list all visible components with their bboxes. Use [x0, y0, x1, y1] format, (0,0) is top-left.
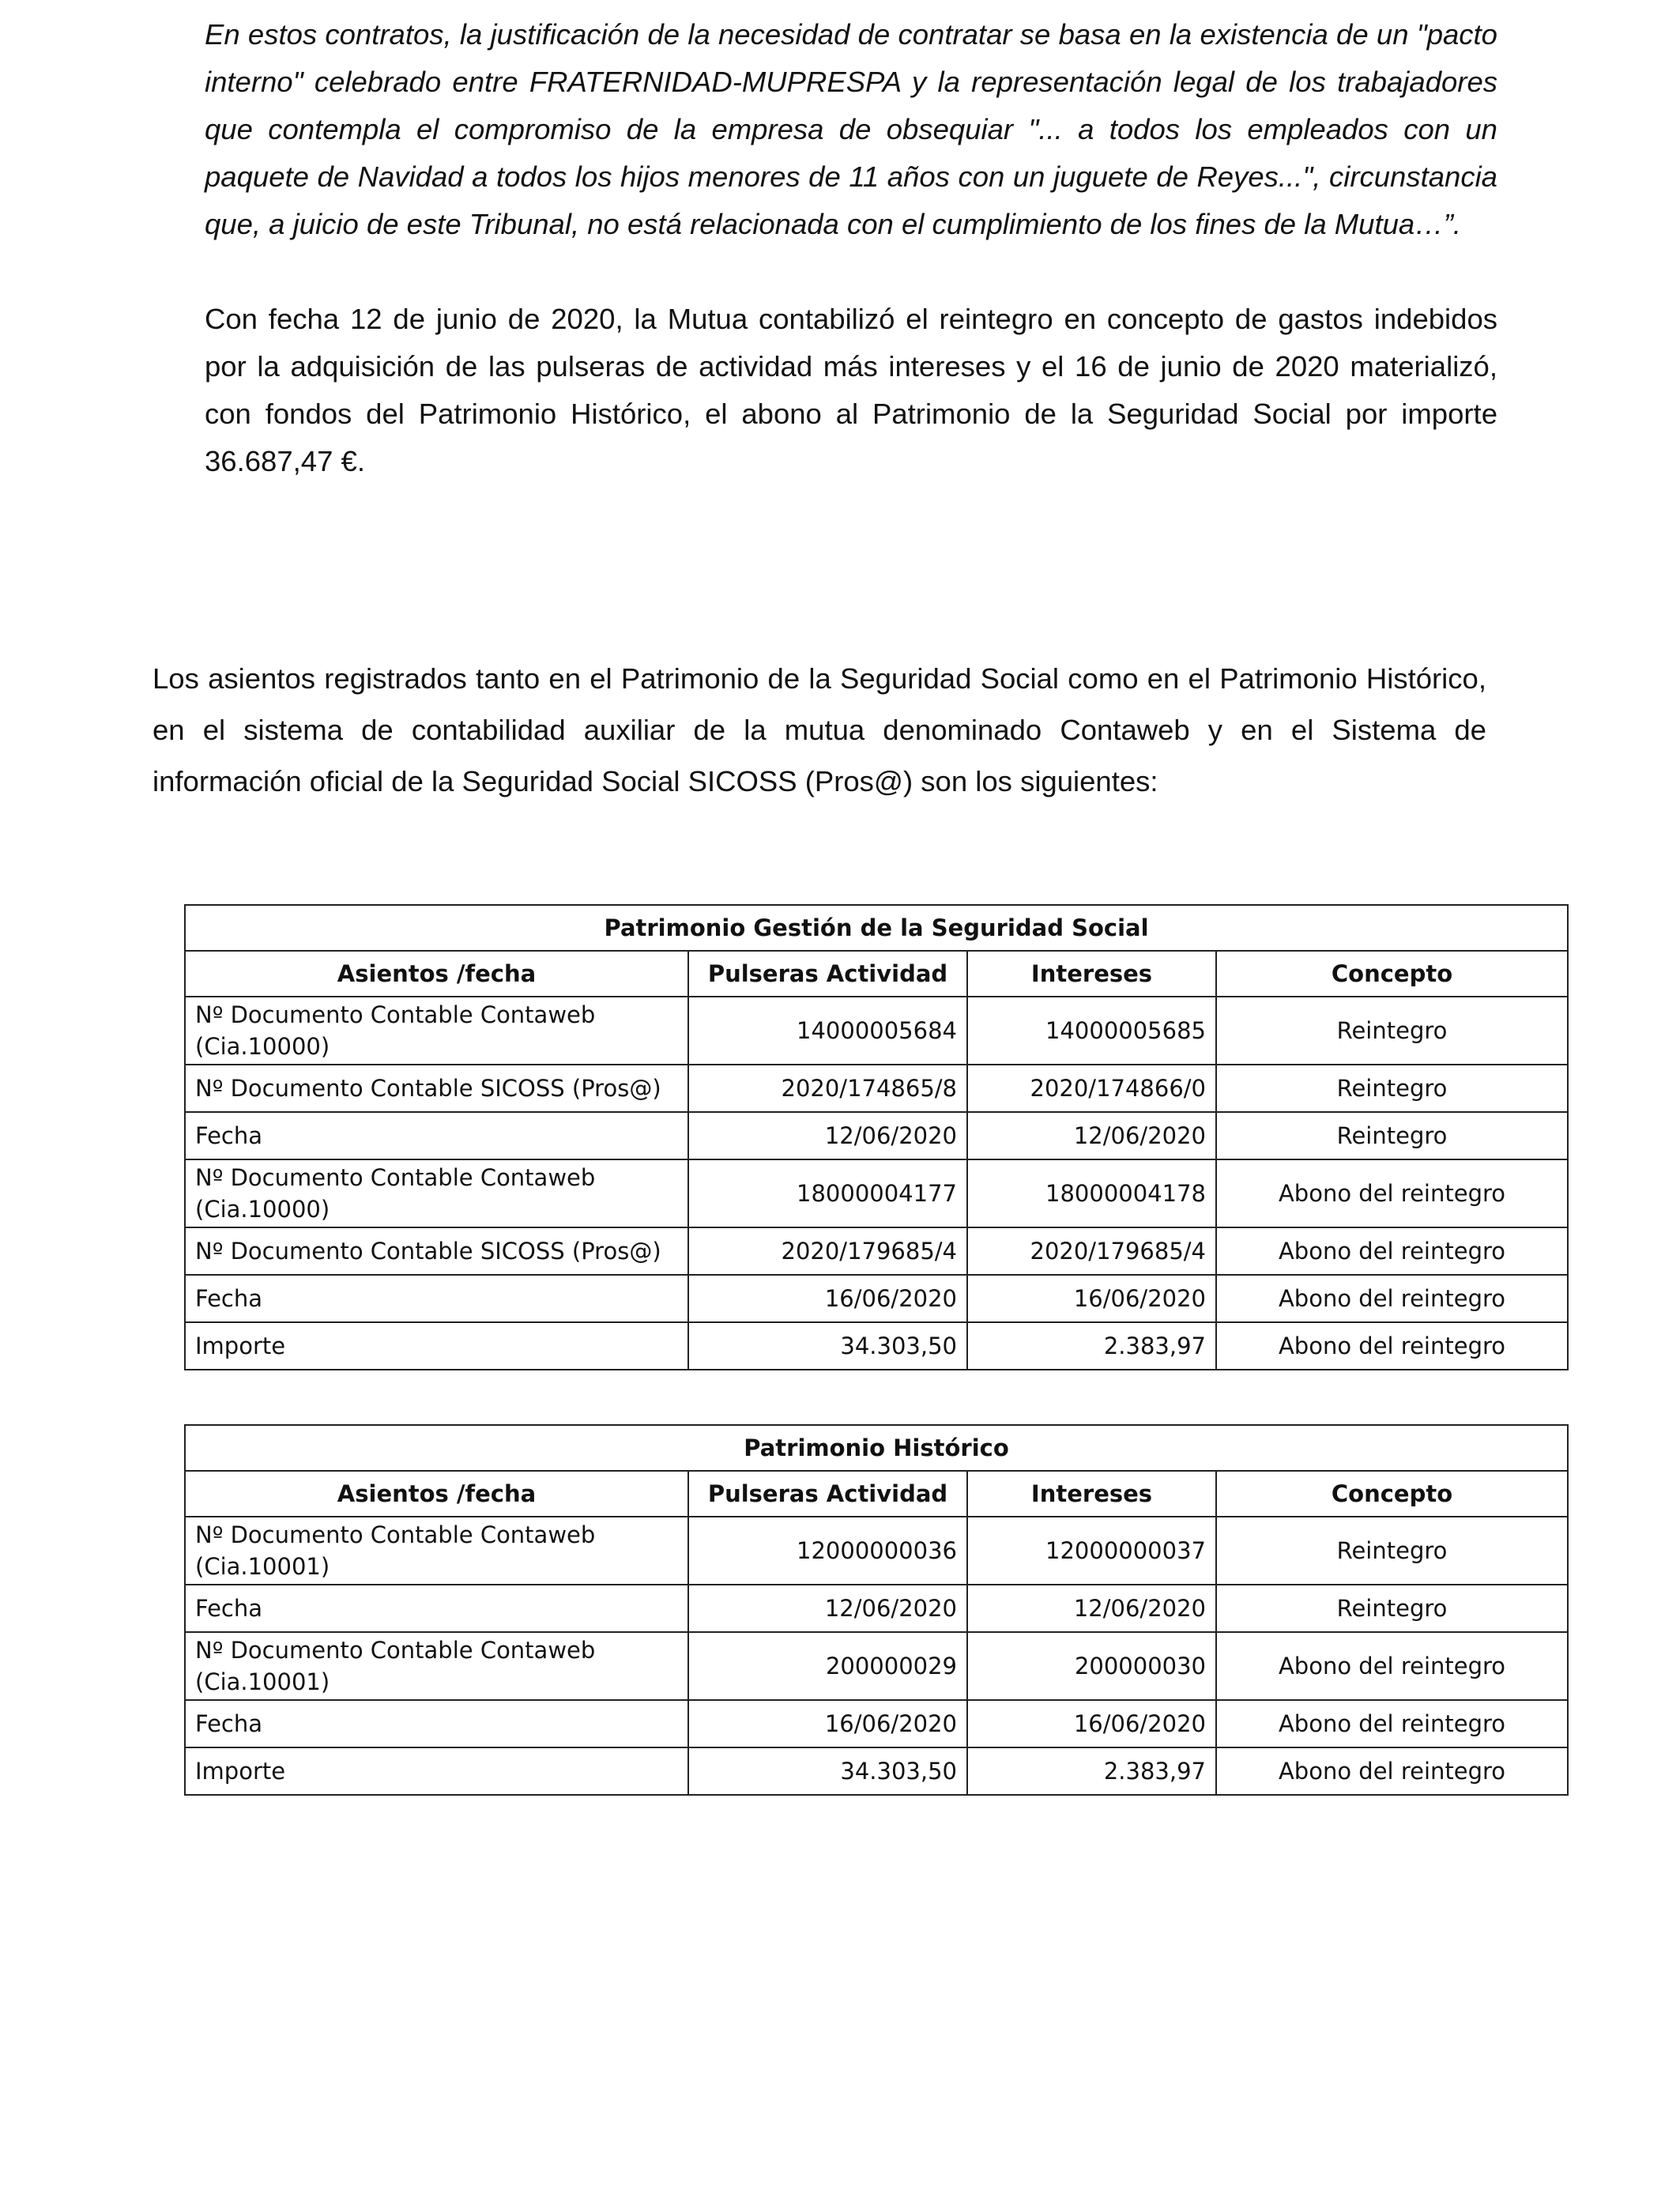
concepto-cell: Reintegro [1216, 997, 1568, 1065]
intereses-cell: 12/06/2020 [967, 1112, 1216, 1159]
column-header: Pulseras Actividad [688, 1471, 967, 1517]
table-title-row [185, 1425, 1568, 1471]
concepto-cell: Abono del reintegro [1216, 1227, 1568, 1275]
pulseras-cell: 12/06/2020 [688, 1585, 967, 1632]
concepto-cell: Abono del reintegro [1216, 1700, 1568, 1747]
table-title: Patrimonio Gestión de la Seguridad Social [185, 905, 1568, 951]
row-label: Fecha [185, 1585, 688, 1632]
quote-italic-paragraph: En estos contratos, la justificación de la necesidad de contratar se basa en la existencia de un "pacto interno" celebrado entre FRATERNIDAD-MUPRESPA y la representación legal de los trabajadores que contempla el compromiso de la empresa de obsequiar "... a todos los empleados con un paquete de Navidad a todos los hijos menores de 11 años con un juguete de Reyes...", circunstancia que, a juicio de este Tribunal, no está relacionada con el cumplimiento de los fines de la Mutua…”. [205, 18, 1497, 240]
intro-paragraph: Los asientos registrados tanto en el Patrimonio de la Seguridad Social como en el Patrimonio Histórico, en el sistema de contabilidad auxiliar de la mutua denominado Contaweb y en el Sistema de información oficial de la Seguridad Social SICOSS (Pros@) son los siguientes: [153, 662, 1486, 797]
table-row [185, 1065, 1568, 1112]
concepto-cell: Reintegro [1216, 1112, 1568, 1159]
concepto-cell: Abono del reintegro [1216, 1275, 1568, 1322]
table-header-row [185, 951, 1568, 997]
row-label: Importe [185, 1747, 688, 1795]
intereses-cell: 12000000037 [967, 1517, 1216, 1585]
column-header: Intereses [967, 951, 1216, 997]
concepto-cell: Reintegro [1216, 1585, 1568, 1632]
pulseras-cell: 16/06/2020 [688, 1700, 967, 1747]
intereses-cell: 2.383,97 [967, 1322, 1216, 1370]
concepto-cell: Abono del reintegro [1216, 1322, 1568, 1370]
row-label: Importe [185, 1322, 688, 1370]
concepto-cell: Abono del reintegro [1216, 1159, 1568, 1227]
column-header: Intereses [967, 1471, 1216, 1517]
column-header: Pulseras Actividad [688, 951, 967, 997]
pulseras-cell: 14000005684 [688, 997, 967, 1065]
table-row [185, 997, 1568, 1065]
quote-plain-paragraph: Con fecha 12 de junio de 2020, la Mutua contabilizó el reintegro en concepto de gastos indebidos por la adquisición de las pulseras de actividad más intereses y el 16 de junio de 2020 materializó, con fondos del Patrimonio Histórico, el abono al Patrimonio de la Seguridad Social por importe 36.687,47 €. [205, 303, 1497, 477]
table-title: Patrimonio Histórico [185, 1425, 1568, 1471]
table-row [185, 1275, 1568, 1322]
intereses-cell: 200000030 [967, 1632, 1216, 1700]
row-label: Nº Documento Contable Contaweb (Cia.10000) [185, 997, 688, 1065]
intereses-cell: 2020/179685/4 [967, 1227, 1216, 1275]
pulseras-cell: 2020/179685/4 [688, 1227, 967, 1275]
row-label: Fecha [185, 1275, 688, 1322]
table-title-row [185, 905, 1568, 951]
quoted-excerpt [205, 11, 1497, 485]
row-label: Nº Documento Contable SICOSS (Pros@) [185, 1227, 688, 1275]
row-label: Nº Documento Contable SICOSS (Pros@) [185, 1065, 688, 1112]
column-header: Concepto [1216, 1471, 1568, 1517]
row-label: Fecha [185, 1700, 688, 1747]
intereses-cell: 18000004178 [967, 1159, 1216, 1227]
concepto-cell: Abono del reintegro [1216, 1632, 1568, 1700]
concepto-cell: Reintegro [1216, 1065, 1568, 1112]
column-header: Concepto [1216, 951, 1568, 997]
table-row [185, 1227, 1568, 1275]
table-row [185, 1322, 1568, 1370]
table-patrimonio-gestion-seguridad-social [184, 904, 1569, 1370]
pulseras-cell: 34.303,50 [688, 1322, 967, 1370]
row-label: Nº Documento Contable Contaweb (Cia.10001) [185, 1632, 688, 1700]
pulseras-cell: 200000029 [688, 1632, 967, 1700]
column-header: Asientos /fecha [185, 951, 688, 997]
table-patrimonio-historico [184, 1424, 1569, 1796]
pulseras-cell: 2020/174865/8 [688, 1065, 967, 1112]
intereses-cell: 16/06/2020 [967, 1275, 1216, 1322]
column-header: Asientos /fecha [185, 1471, 688, 1517]
pulseras-cell: 12/06/2020 [688, 1112, 967, 1159]
pulseras-cell: 16/06/2020 [688, 1275, 967, 1322]
table-row [185, 1112, 1568, 1159]
row-label: Fecha [185, 1112, 688, 1159]
intereses-cell: 16/06/2020 [967, 1700, 1216, 1747]
row-label: Nº Documento Contable Contaweb (Cia.10000) [185, 1159, 688, 1227]
table-row [185, 1700, 1568, 1747]
concepto-cell: Abono del reintegro [1216, 1747, 1568, 1795]
intereses-cell: 2020/174866/0 [967, 1065, 1216, 1112]
pulseras-cell: 18000004177 [688, 1159, 967, 1227]
intereses-cell: 2.383,97 [967, 1747, 1216, 1795]
intereses-cell: 14000005685 [967, 997, 1216, 1065]
concepto-cell: Reintegro [1216, 1517, 1568, 1585]
table-row [185, 1585, 1568, 1632]
table-row [185, 1632, 1568, 1700]
pulseras-cell: 12000000036 [688, 1517, 967, 1585]
intereses-cell: 12/06/2020 [967, 1585, 1216, 1632]
table-row [185, 1159, 1568, 1227]
table-header-row [185, 1471, 1568, 1517]
row-label: Nº Documento Contable Contaweb (Cia.10001) [185, 1517, 688, 1585]
table-row [185, 1517, 1568, 1585]
table-row [185, 1747, 1568, 1795]
pulseras-cell: 34.303,50 [688, 1747, 967, 1795]
